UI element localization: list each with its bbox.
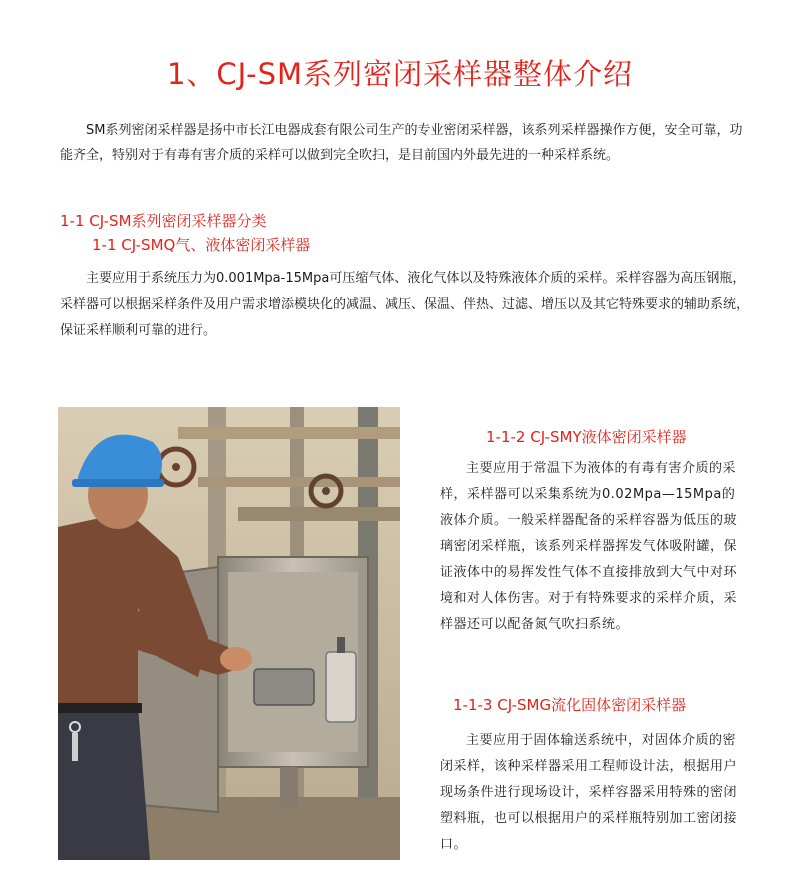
- smg-description: 主要应用于固体输送系统中，对固体介质的密闭采样，该种采样器采用工程师设计法，根据用户现场条件进行现场设计，采样容器采用特殊的密闭塑料瓶，也可以根据用户的采样瓶特别加工密闭接口。: [440, 733, 738, 852]
- subsection-heading-smq: 1-1 CJ-SMQ气、液体密闭采样器: [92, 236, 311, 254]
- smy-description: 主要应用于常温下为液体的有毒有害介质的采样，采样器可以采集系统为0.02Mpa—15Mpa的液体介质。一般采样器配备的采样容器为低压的玻璃密闭采样瓶，该系列采样器挥发气体吸附罐，保证液体中的易挥发性气体不直接排放到大气中对环境和对人体伤害。对于有特殊要求的采样介质，采样器还可以配备氮气吹扫系统。: [440, 461, 738, 632]
- smq-description: 主要应用于系统压力为0.001Mpa-15Mpa可压缩气体、液化气体以及特殊液体介质的采样。采样容器为高压钢瓶，采样器可以根据采样条件及用户需求增添模块化的减温、减压、保温、伴热、过滤、增压以及其它特殊要求的辅助系统，保证采样顺利可靠的进行。: [60, 271, 750, 338]
- page-title: 1、CJ-SM系列密闭采样器整体介绍: [166, 57, 634, 91]
- subsection-heading-smg: 1-1-3 CJ-SMG流化固体密闭采样器: [453, 696, 687, 714]
- section-heading-1-1: 1-1 CJ-SM系列密闭采样器分类: [60, 212, 267, 230]
- worker-operating-sampler-photo: [58, 407, 400, 860]
- subsection-heading-smy: 1-1-2 CJ-SMY液体密闭采样器: [486, 428, 687, 446]
- intro-paragraph: SM系列密闭采样器是扬中市长江电器成套有限公司生产的专业密闭采样器，该系列采样器操作方便，安全可靠，功能齐全，特别对于有毒有害介质的采样可以做到完全吹扫，是目前国内外最先进的一种采样系统。: [60, 123, 743, 163]
